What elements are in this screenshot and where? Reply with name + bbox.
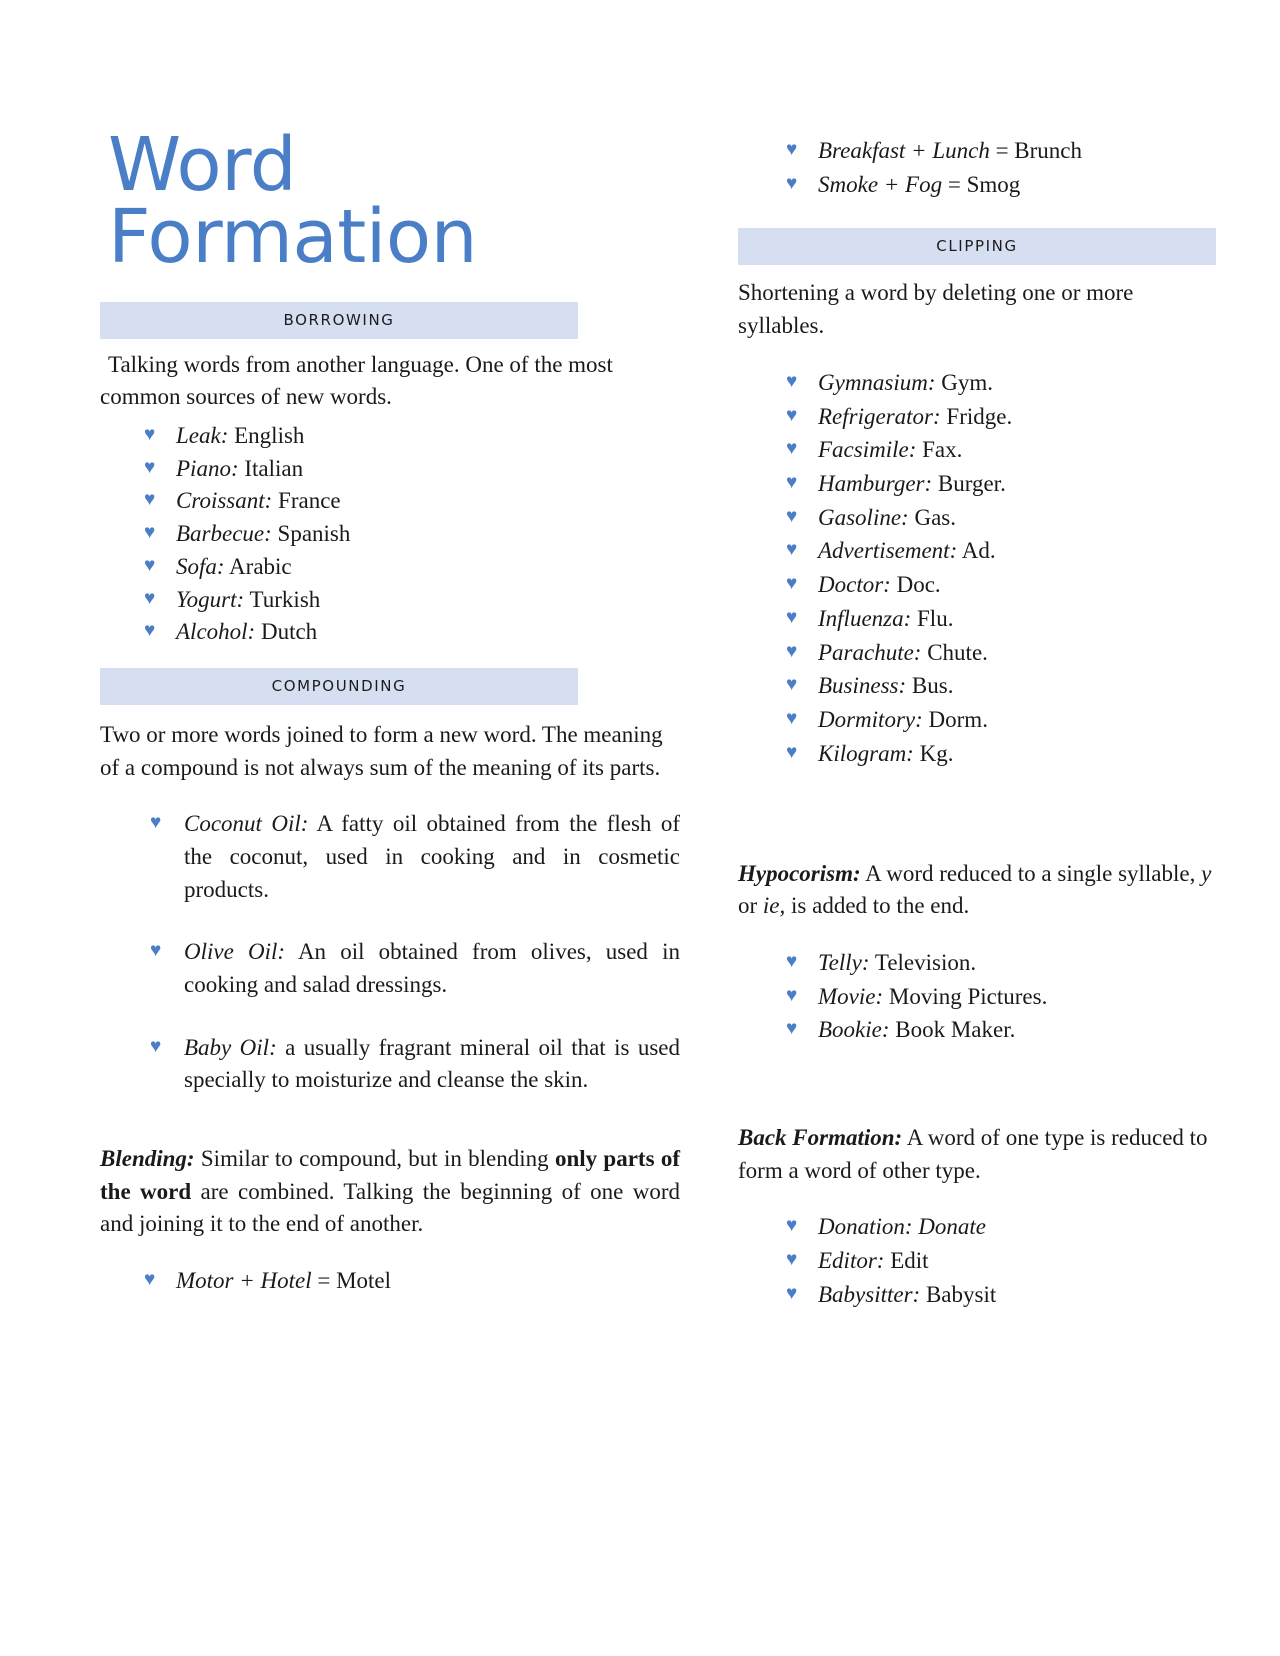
clipping-body: Shortening a word by deleting one or more syllables.	[738, 280, 1134, 339]
heart-icon: ♥	[786, 1215, 798, 1237]
definition: Gas.	[914, 504, 956, 530]
heart-icon: ♥	[786, 606, 798, 628]
definition: Dorm.	[928, 707, 988, 733]
heart-icon: ♥	[786, 674, 798, 696]
list-item	[100, 453, 680, 485]
term: Gymnasium:	[818, 369, 936, 395]
heart-icon: ♥	[144, 587, 156, 609]
list-item	[738, 569, 1216, 601]
heart-icon: ♥	[786, 438, 798, 460]
compounding-list	[100, 808, 680, 1097]
heart-icon: ♥	[786, 741, 798, 763]
list-item	[100, 1265, 680, 1297]
clipping-list	[738, 367, 1216, 770]
formula: Smoke + Fog	[818, 171, 943, 197]
back-formation-list	[738, 1211, 1216, 1310]
list-item	[100, 485, 680, 517]
hypocorism-italic-1: y	[1201, 860, 1212, 886]
heart-icon: ♥	[786, 404, 798, 426]
term: Movie:	[818, 983, 884, 1009]
result: = Motel	[317, 1267, 392, 1293]
spacer	[738, 1048, 1216, 1122]
term: Olive Oil:	[184, 939, 286, 965]
list-item	[100, 616, 680, 648]
definition: Kg.	[919, 740, 954, 766]
heart-icon: ♥	[786, 708, 798, 730]
definition: Burger.	[937, 470, 1006, 496]
definition: A fatty oil obtained from the flesh of the coconut, used in cooking and in cosmetic products.	[184, 811, 680, 902]
spacer	[738, 772, 1216, 858]
list-item	[738, 135, 1216, 167]
heart-icon: ♥	[144, 1268, 156, 1290]
heart-icon: ♥	[786, 1282, 798, 1304]
hypocorism-text-2: or	[738, 893, 763, 919]
spacer	[100, 1097, 680, 1143]
back-formation-paragraph	[738, 1122, 1216, 1187]
term: Babysitter:	[818, 1281, 921, 1307]
list-item	[738, 1211, 1216, 1243]
term: Coconut Oil:	[184, 811, 309, 837]
list-item	[738, 401, 1216, 433]
heart-icon: ♥	[150, 1035, 162, 1057]
list-item	[738, 535, 1216, 567]
term: Leak:	[176, 422, 229, 448]
spacer	[738, 1193, 1216, 1211]
blending-paragraph	[100, 1143, 680, 1241]
blending-emphasis: only parts of the word	[100, 1145, 680, 1204]
compounding-body: Two or more words joined to form a new word. The meaning of a compound is not always sum of the meaning of its parts.	[100, 721, 663, 780]
definition: Babysit	[925, 1281, 997, 1307]
section-header-compounding: COMPOUNDING	[100, 668, 578, 705]
list-item	[738, 434, 1216, 466]
definition: Gym.	[941, 369, 994, 395]
right-column	[738, 0, 1216, 1313]
blending-list	[100, 1265, 680, 1297]
definition: Bus.	[911, 673, 954, 699]
term: Refrigerator:	[818, 403, 941, 429]
heart-icon: ♥	[786, 539, 798, 561]
section-header-borrowing: BORROWING	[100, 302, 578, 339]
definition: Doc.	[896, 572, 941, 598]
blending-label: Blending:	[100, 1145, 195, 1171]
definition: Edit	[890, 1248, 929, 1274]
list-item	[100, 551, 680, 583]
heart-icon: ♥	[786, 573, 798, 595]
hypocorism-paragraph	[738, 858, 1216, 923]
blending-text-2: are combined. Talking the beginning of one word and joining it to the end of another.	[100, 1178, 680, 1237]
list-item	[738, 367, 1216, 399]
definition: Chute.	[927, 639, 988, 665]
list-item	[738, 981, 1216, 1013]
definition: Book Maker.	[895, 1017, 1016, 1043]
heart-icon: ♥	[786, 172, 798, 194]
term: Alcohol:	[176, 619, 256, 645]
formula: Breakfast + Lunch	[818, 138, 990, 163]
heart-icon: ♥	[144, 620, 156, 642]
definition: Moving Pictures.	[888, 983, 1048, 1009]
heart-icon: ♥	[144, 423, 156, 445]
definition: Fax.	[922, 437, 963, 463]
heart-icon: ♥	[786, 640, 798, 662]
list-item	[100, 518, 680, 550]
term: Influenza:	[818, 605, 912, 631]
spacer	[100, 1247, 680, 1265]
formula: Motor + Hotel	[176, 1267, 312, 1293]
back-formation-text: A word of one type is reduced to form a word of other type.	[738, 1125, 1208, 1183]
hypocorism-text-1: A word reduced to a single syllable,	[860, 860, 1202, 886]
term: Telly:	[818, 949, 870, 975]
hypocorism-label: Hypocorism:	[738, 860, 861, 886]
heart-icon: ♥	[144, 522, 156, 544]
definition: Spanish	[277, 521, 351, 547]
blending-text-1: Similar to compound, but in blending	[194, 1145, 555, 1171]
term: Piano:	[176, 455, 239, 481]
term: Kilogram:	[818, 740, 914, 766]
term: Baby Oil:	[184, 1034, 277, 1060]
term: Facsimile:	[818, 437, 917, 463]
spacer	[738, 349, 1216, 367]
definition: Dutch	[260, 619, 318, 645]
heart-icon: ♥	[786, 370, 798, 392]
term: Sofa:	[176, 553, 225, 579]
definition: France	[278, 488, 341, 514]
list-item	[738, 670, 1216, 702]
heart-icon: ♥	[786, 984, 798, 1006]
term: Business:	[818, 673, 907, 699]
list-item	[100, 1032, 680, 1097]
list-item	[738, 603, 1216, 635]
term: Donation: Donate	[818, 1214, 987, 1240]
spacer	[100, 790, 680, 808]
result: = Brunch	[995, 138, 1083, 163]
list-item	[100, 936, 680, 1001]
term: Dormitory:	[818, 707, 923, 733]
list-item	[738, 502, 1216, 534]
definition: Flu.	[917, 605, 954, 631]
term: Hamburger:	[818, 470, 933, 496]
list-item	[738, 1279, 1216, 1311]
definition: Turkish	[249, 586, 321, 612]
heart-icon: ♥	[144, 554, 156, 576]
hypocorism-italic-2: ie,	[762, 893, 786, 919]
heart-icon: ♥	[786, 139, 798, 160]
list-item	[738, 169, 1216, 201]
heart-icon: ♥	[786, 505, 798, 527]
list-item	[100, 420, 680, 452]
definition: Fridge.	[946, 403, 1013, 429]
list-item	[738, 738, 1216, 770]
back-formation-label: Back Formation:	[738, 1125, 903, 1151]
definition: Ad.	[961, 538, 996, 564]
heart-icon: ♥	[144, 456, 156, 478]
term: Parachute:	[818, 639, 922, 665]
blending-continued-list	[738, 135, 1216, 200]
term: Gasoline:	[818, 504, 909, 530]
list-item	[738, 637, 1216, 669]
heart-icon: ♥	[786, 471, 798, 493]
heart-icon: ♥	[144, 489, 156, 511]
term: Doctor:	[818, 572, 891, 598]
heart-icon: ♥	[150, 940, 162, 962]
definition: a usually fragrant mineral oil that is used specially to moisturize and cleanse the skin.	[184, 1034, 681, 1093]
term: Bookie:	[818, 1017, 890, 1043]
page-title: Word Formation	[108, 122, 478, 280]
section-header-clipping: CLIPPING	[738, 228, 1216, 265]
definition: Italian	[244, 455, 304, 481]
list-item	[738, 1245, 1216, 1277]
definition: English	[234, 422, 305, 448]
heart-icon: ♥	[150, 812, 162, 834]
definition: Arabic	[229, 553, 292, 579]
term: Editor:	[818, 1248, 885, 1274]
term: Yogurt:	[176, 586, 245, 612]
list-item	[738, 947, 1216, 979]
definition: Television.	[874, 949, 977, 975]
hypocorism-text-3: is added to the end.	[785, 893, 970, 919]
list-item	[738, 704, 1216, 736]
list-item	[100, 808, 680, 906]
hypocorism-list	[738, 947, 1216, 1046]
term: Barbecue:	[176, 521, 272, 547]
term: Advertisement:	[818, 538, 958, 564]
heart-icon: ♥	[786, 950, 798, 972]
heart-icon: ♥	[786, 1018, 798, 1040]
definition: An oil obtained from olives, used in cooking and salad dressings.	[184, 939, 680, 997]
left-column	[100, 0, 680, 1297]
borrowing-body: Talking words from another language. One of the most common sources of new words.	[100, 351, 613, 410]
list-item	[100, 584, 680, 616]
term: Croissant:	[176, 488, 273, 514]
list-item	[738, 468, 1216, 500]
borrowing-list	[100, 420, 680, 648]
result: = Smog	[947, 171, 1021, 197]
list-item	[738, 1014, 1216, 1046]
heart-icon: ♥	[786, 1249, 798, 1271]
spacer	[738, 929, 1216, 947]
